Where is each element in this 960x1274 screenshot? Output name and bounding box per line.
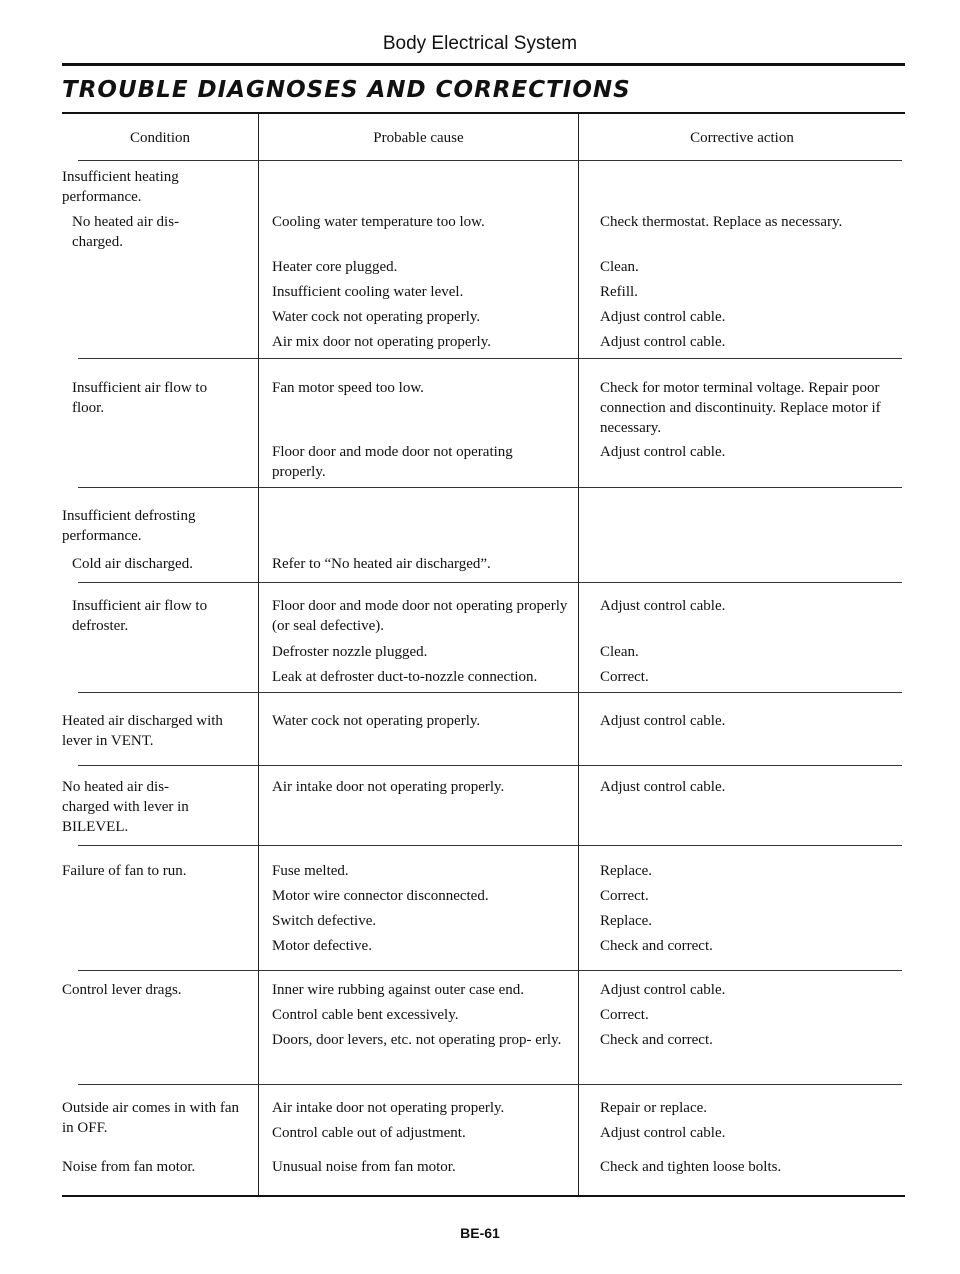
cause-text: Motor defective. — [272, 938, 372, 954]
cause-text: Fuse melted. — [272, 863, 349, 879]
condition-text: Noise from fan motor. — [62, 1159, 196, 1175]
condition-text: Insufficient heating performance. — [62, 169, 179, 205]
condition-text: Insufficient defrosting performance. — [62, 508, 196, 544]
row-divider — [78, 358, 902, 359]
condition-text: Insufficient air flow to defroster. — [72, 598, 208, 634]
action-text: Check and tighten loose bolts. — [600, 1159, 782, 1175]
cause-text: Fan motor speed too low. — [272, 380, 424, 396]
action-text: Check and correct. — [600, 938, 713, 954]
action-text: Adjust control cable. — [600, 334, 726, 350]
cause-text: Water cock not operating properly. — [272, 713, 481, 729]
action-text: Correct. — [600, 888, 649, 904]
action-text: Replace. — [600, 863, 653, 879]
top-rule — [62, 63, 905, 66]
action-text: Adjust control cable. — [600, 598, 726, 614]
page-number: BE-61 — [460, 1225, 500, 1241]
cause-text: Motor wire connector disconnected. — [272, 888, 489, 904]
section-title: TROUBLE DIAGNOSES AND CORRECTIONS — [62, 77, 631, 103]
running-head: Body Electrical System — [382, 33, 578, 54]
cause-text: Air intake door not operating properly. — [272, 779, 505, 795]
cause-text: Air mix door not operating properly. — [272, 334, 491, 350]
cause-text: Control cable out of adjustment. — [272, 1125, 466, 1141]
row-divider — [78, 765, 902, 766]
condition-text: Cold air discharged. — [72, 556, 193, 572]
column-divider — [578, 114, 579, 1196]
action-text: Adjust control cable. — [600, 309, 726, 325]
cause-text: Leak at defroster duct-to-nozzle connection. — [272, 669, 538, 685]
row-divider — [78, 160, 902, 161]
action-text: Adjust control cable. — [600, 1125, 726, 1141]
cause-text: Insufficient cooling water level. — [272, 284, 464, 300]
row-divider — [78, 970, 902, 971]
action-text: Clean. — [600, 259, 639, 275]
condition-text: Insufficient air flow to floor. — [72, 380, 208, 416]
action-text: Check thermostat. Replace as necessary. — [600, 214, 843, 230]
condition-text: No heated air dis- charged. — [72, 214, 180, 250]
cause-text: Defroster nozzle plugged. — [272, 644, 428, 660]
action-text: Clean. — [600, 644, 639, 660]
action-text: Adjust control cable. — [600, 713, 726, 729]
action-text: Repair or replace. — [600, 1100, 708, 1116]
row-divider — [78, 487, 902, 488]
action-text: Refill. — [600, 284, 638, 300]
column-header-corrective-action: Corrective action — [690, 130, 794, 146]
action-text: Adjust control cable. — [600, 444, 726, 460]
bottom-rule — [62, 1195, 905, 1197]
column-header-condition: Condition — [129, 130, 190, 146]
cause-text: Doors, door levers, etc. not operating prop- erly. — [272, 1032, 562, 1048]
cause-text: Refer to “No heated air discharged”. — [272, 556, 491, 572]
action-text: Adjust control cable. — [600, 982, 726, 998]
condition-text: Heated air discharged with lever in VENT. — [62, 713, 223, 749]
cause-text: Control cable bent excessively. — [272, 1007, 459, 1023]
row-divider — [78, 582, 902, 583]
column-header-probable-cause: Probable cause — [373, 130, 464, 146]
condition-text: Failure of fan to run. — [62, 863, 187, 879]
row-divider — [78, 692, 902, 693]
cause-text: Unusual noise from fan motor. — [272, 1159, 456, 1175]
cause-text: Cooling water temperature too low. — [272, 214, 485, 230]
row-divider — [78, 1084, 902, 1085]
cause-text: Floor door and mode door not operating properly. — [272, 444, 513, 480]
cause-text: Floor door and mode door not operating properly (or seal defective). — [272, 598, 568, 634]
cause-text: Water cock not operating properly. — [272, 309, 481, 325]
cause-text: Air intake door not operating properly. — [272, 1100, 505, 1116]
cause-text: Inner wire rubbing against outer case end. — [272, 982, 524, 998]
action-text: Check for motor terminal voltage. Repair poor connection and discontinuity. Replace motor if necessary. — [600, 380, 881, 436]
action-text: Correct. — [600, 669, 649, 685]
trouble-diagnoses-table — [62, 114, 905, 1196]
action-text: Check and correct. — [600, 1032, 713, 1048]
condition-text: Control lever drags. — [62, 982, 182, 998]
row-divider — [78, 845, 902, 846]
action-text: Adjust control cable. — [600, 779, 726, 795]
action-text: Correct. — [600, 1007, 649, 1023]
cause-text: Switch defective. — [272, 913, 377, 929]
cause-text: Heater core plugged. — [272, 259, 398, 275]
action-text: Replace. — [600, 913, 653, 929]
condition-text: No heated air dis- charged with lever in BILEVEL. — [62, 779, 189, 835]
column-divider — [258, 114, 259, 1196]
condition-text: Outside air comes in with fan in OFF. — [62, 1100, 240, 1136]
